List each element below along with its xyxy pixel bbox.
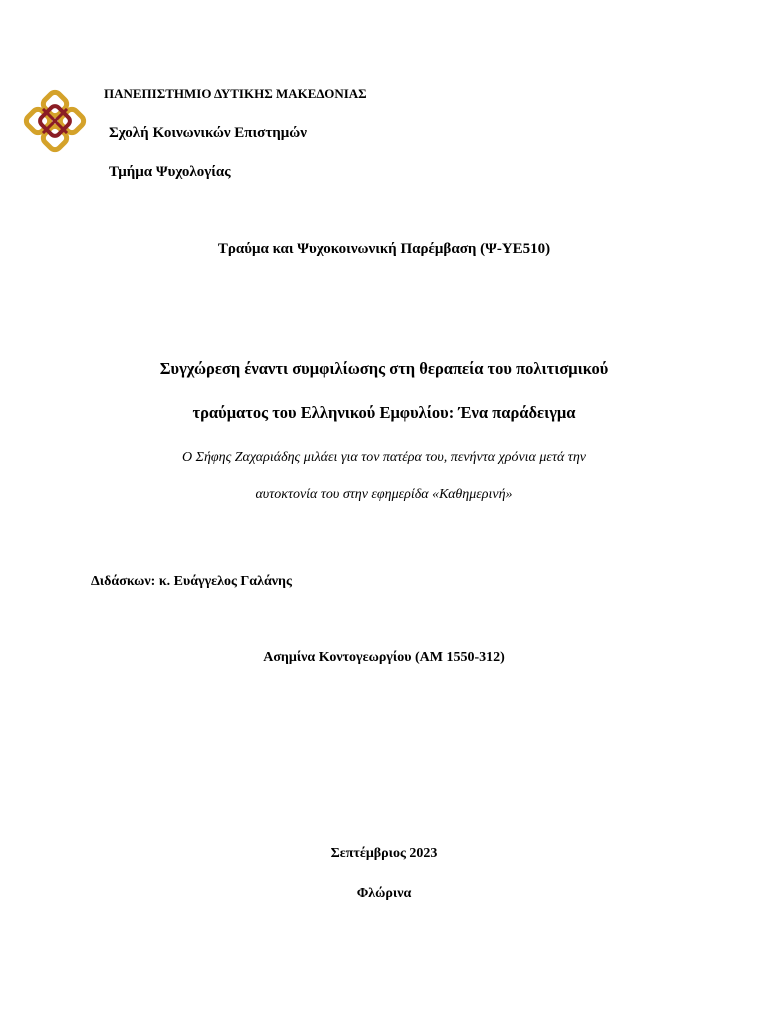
paper-title-line-2: τραύματος του Ελληνικού Εμφυλίου: Ένα παράδειγμα bbox=[192, 403, 576, 422]
student-name: Ασημίνα Κοντογεωργίου (ΑΜ 1550-312) bbox=[263, 650, 505, 665]
submission-place: Φλώρινα bbox=[356, 886, 412, 901]
department-name: Τμήμα Ψυχολογίας bbox=[109, 164, 231, 180]
paper-subtitle-line-1: Ο Σήφης Ζαχαριάδης μιλάει για τον πατέρα του, πενήντα χρόνια μετά την bbox=[182, 450, 586, 465]
school-name: Σχολή Κοινωνικών Επιστημών bbox=[109, 125, 307, 141]
university-name: ΠΑΝΕΠΙΣΤΗΜΙΟ ΔΥΤΙΚΗΣ ΜΑΚΕΔΟΝΙΑΣ bbox=[104, 86, 367, 101]
paper-subtitle-line-2: αυτοκτονία του στην εφημερίδα «Καθημερινή» bbox=[255, 487, 513, 502]
university-logo-icon bbox=[20, 88, 90, 154]
instructor-name: Διδάσκων: κ. Ευάγγελος Γαλάνης bbox=[91, 574, 292, 589]
paper-title-line-1: Συγχώρεση έναντι συμφιλίωσης στη θεραπεία του πολιτισμικού bbox=[159, 359, 609, 378]
submission-date: Σεπτέμβριος 2023 bbox=[330, 846, 438, 861]
course-title: Τραύμα και Ψυχοκοινωνική Παρέμβαση (Ψ-ΥΕ510) bbox=[217, 241, 551, 257]
